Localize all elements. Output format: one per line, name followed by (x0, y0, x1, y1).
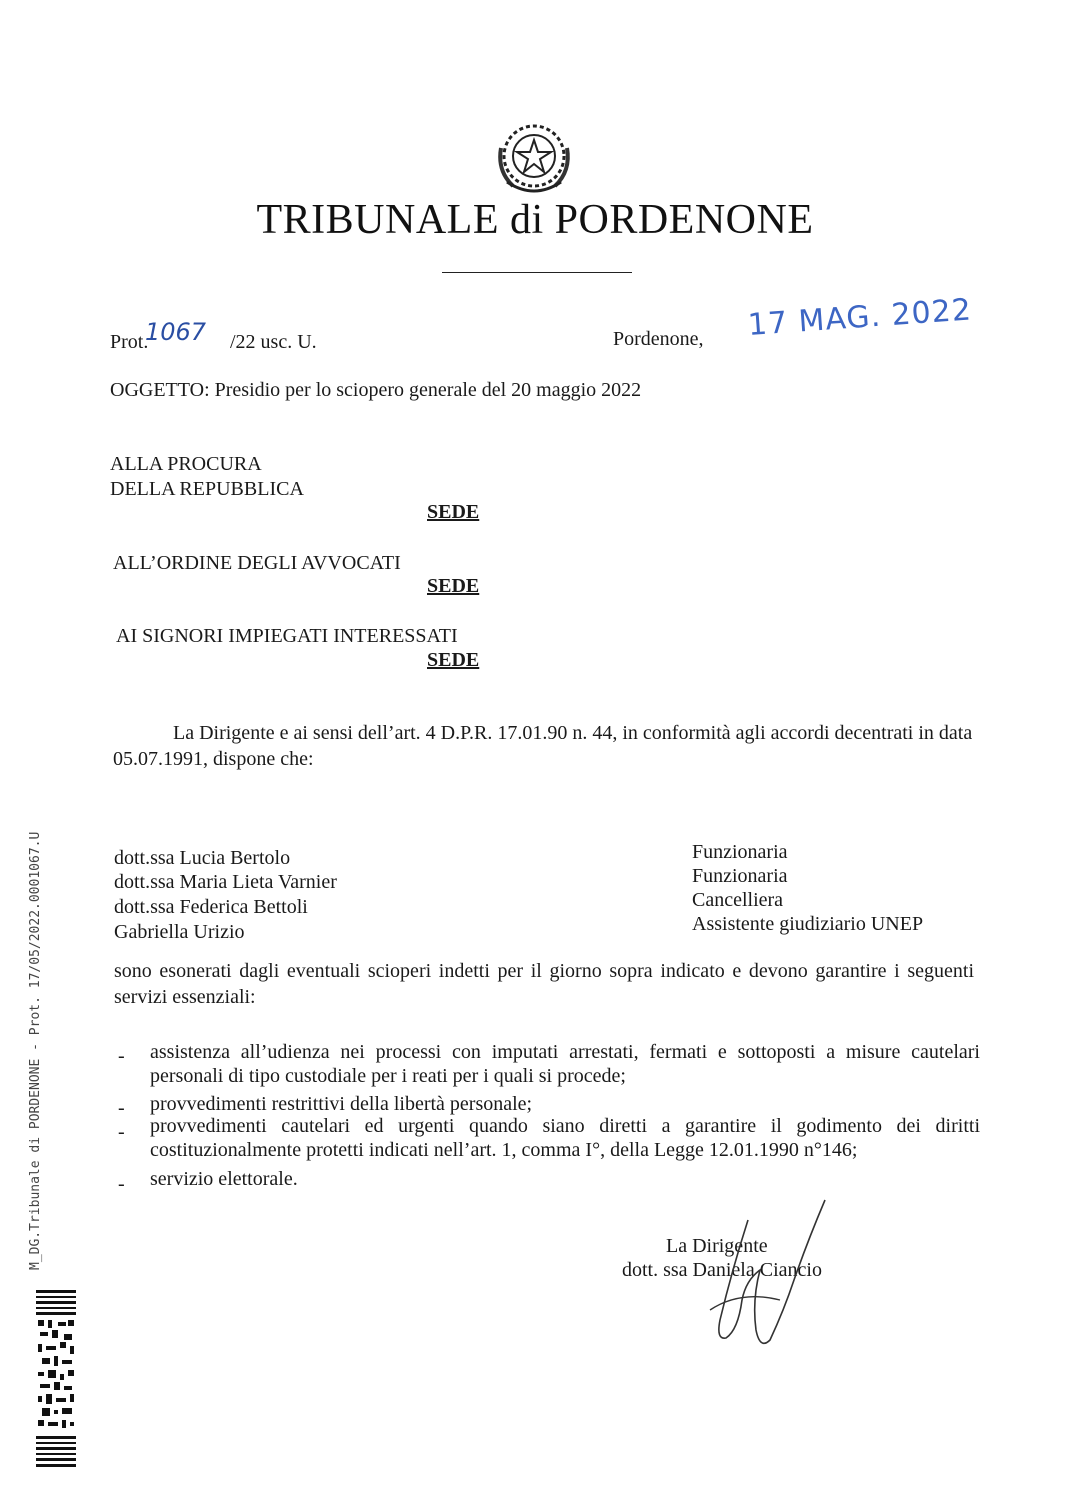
protocol-suffix: /22 usc. U. (230, 331, 317, 353)
recipient-1-line-2: DELLA REPUBBLICA (110, 478, 304, 500)
recipient-2-location: SEDE (427, 575, 480, 597)
recipient-3-location: SEDE (427, 649, 480, 671)
recipient-3-line-1: AI SIGNORI IMPIEGATI INTERESSATI (116, 625, 458, 647)
service-item-3: provvedimenti cautelari ed urgenti quando siano diretti a garantire il godimento dei diritti costituzionalmente protetti indicati nell’art. 1, comma I°, della Legge 12.01.1990 n°146; (150, 1115, 980, 1161)
court-title: TRIBUNALE di PORDENONE (256, 197, 814, 243)
subject-line: OGGETTO: Presidio per lo sciopero generale del 20 maggio 2022 (110, 379, 642, 401)
place-label: Pordenone, (613, 328, 704, 350)
service-bullet-3: - (118, 1121, 125, 1143)
signature-name: dott. ssa Daniela Ciancio (622, 1259, 822, 1281)
service-bullet-4: - (118, 1173, 125, 1195)
protocol-number-handwritten: 1067 (145, 318, 207, 346)
service-bullet-2: - (118, 1097, 125, 1119)
staff-role-4: Assistente giudiziario UNEP (692, 913, 924, 935)
title-divider (442, 272, 632, 273)
recipient-1-location: SEDE (427, 501, 480, 523)
services-intro: sono esonerati dagli eventuali scioperi indetti per il giorno sopra indicato e devono garantire i seguenti servizi essenziali: (114, 960, 974, 1008)
staff-name-2: dott.ssa Maria Lieta Varnier (114, 871, 337, 893)
staff-name-3: dott.ssa Federica Bettoli (114, 896, 308, 918)
staff-role-2: Funzionaria (692, 865, 788, 887)
staff-name-4: Gabriella Urizio (114, 921, 245, 943)
intro-paragraph: La Dirigente e ai sensi dell’art. 4 D.P.R. 17.01.90 n. 44, in conformità agli accordi decentrati in data 05.07.1991, dispone che: (113, 722, 973, 770)
date-stamp: 17 MAG. 2022 (746, 292, 973, 343)
datamatrix-barcode-icon (36, 1290, 76, 1470)
service-bullet-1: - (118, 1045, 125, 1067)
recipient-2-line-1: ALL’ORDINE DEGLI AVVOCATI (113, 552, 401, 574)
staff-name-1: dott.ssa Lucia Bertolo (114, 847, 291, 869)
service-item-1: assistenza all’udienza nei processi con imputati arrestati, fermati e sottoposti a misure cautelari personali di tipo custodiale per i reati per i quali si procede; (150, 1041, 980, 1087)
staff-role-1: Funzionaria (692, 841, 788, 863)
recipient-1-line-1: ALLA PROCURA (110, 453, 262, 475)
protocol-label: Prot. (110, 331, 149, 353)
margin-protocol-stamp: M_DG.Tribunale di PORDENONE - Prot. 17/05/2022.0001067.U (28, 831, 43, 1270)
staff-role-3: Cancelliera (692, 889, 784, 911)
handwritten-signature-icon (690, 1190, 850, 1360)
italian-republic-emblem-icon (491, 116, 577, 200)
service-item-4: servizio elettorale. (150, 1168, 298, 1190)
signature-title: La Dirigente (666, 1235, 768, 1257)
service-item-2: provvedimenti restrittivi della libertà personale; (150, 1093, 533, 1115)
